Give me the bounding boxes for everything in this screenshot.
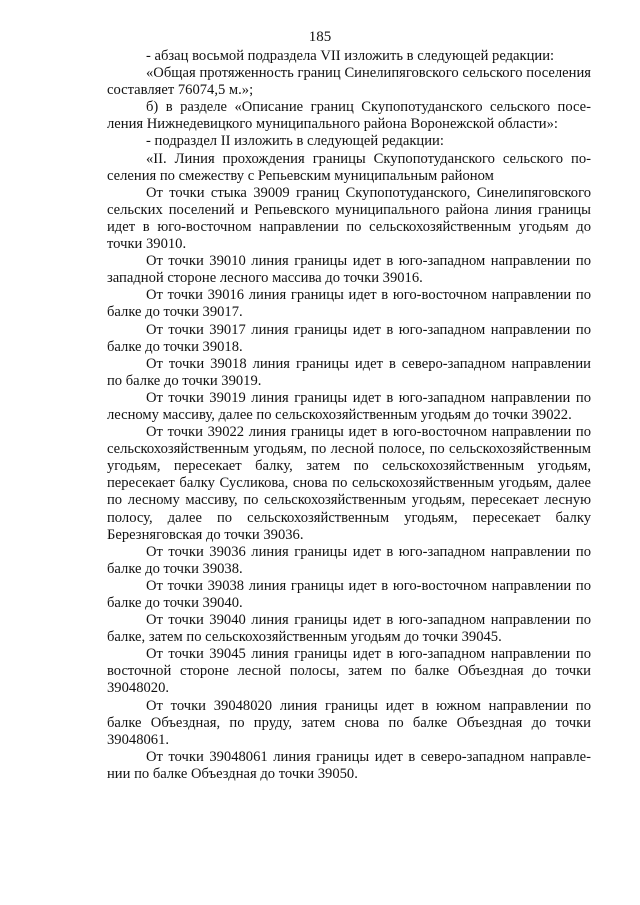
paragraph-total-length: «Общая протяженность границ Синелипяговского сельского поселения составляет 76074,5 м.»; — [107, 65, 591, 99]
paragraph-point-39016: От точки 39016 линия границы идет в юго-восточном направлении по балке до точки 39017. — [107, 287, 591, 321]
paragraph-point-39017: От точки 39017 линия границы идет в юго-западном направлении по балке до точки 39018. — [107, 321, 591, 355]
paragraph-subsection-ii-title: «II. Линия прохождения границы Скупопотуданского сельского поселения по смежеству с Репьевским муниципальным районом — [107, 150, 591, 184]
paragraph-point-39040: От точки 39040 линия границы идет в юго-западном направлении по балке, затем по сельскохозяйственным угодьям до точки 39045. — [107, 612, 591, 646]
paragraph-point-39010: От точки 39010 линия границы идет в юго-западном направлении по западной стороне лесного массива до точки 39016. — [107, 253, 591, 287]
paragraph-section-b: б) в разделе «Описание границ Скупопотуданского сельского поселения Нижнедевицкого муниципального района Воронежской области»: — [107, 99, 591, 133]
paragraph-point-39048020: От точки 39048020 линия границы идет в южном направлении по балке Объездная, по пруду, затем снова по балке Объездная до точки 39048061. — [107, 697, 591, 748]
paragraph-point-39009: От точки стыка 39009 границ Скупопотуданского, Синелипяговского сельских поселений и Репьевского муниципального района линия границы идет в юго-восточном направлении по сельскохозяйственным угодьям до точки 39010. — [107, 184, 591, 253]
paragraph-point-39045: От точки 39045 линия границы идет в юго-западном направлении по восточной стороне лесной полосы, затем по балке Объездная до точки 39048020. — [107, 646, 591, 697]
paragraph-point-39019: От точки 39019 линия границы идет в юго-западном направлении по лесному массиву, далее по сельскохозяйственным угодьям до точки 39022. — [107, 389, 591, 423]
paragraph-point-39018: От точки 39018 линия границы идет в северо-западном направлении по балке до точки 39019. — [107, 355, 591, 389]
document-body — [107, 48, 591, 783]
page-number: 185 — [308, 29, 332, 45]
paragraph-point-39022: От точки 39022 линия границы идет в юго-восточном направлении по сельскохозяйственным угодьям, по лесной полосе, по сельскохозяйственным угодьям, пересекает балку, затем по сельскохозяйственным угодьям, пересекает балку Сусликова, снова по сельскохозяйственным угодьям, далее по лесному массиву, по сельскохозяйственным угодьям, пересекает лесную полосу, далее по сельскохозяйственным угодьям, пересекает балку Березняговская до точки 39036. — [107, 424, 591, 543]
paragraph-point-39036: От точки 39036 линия границы идет в юго-западном направлении по балке до точки 39038. — [107, 543, 591, 577]
paragraph-point-39038: От точки 39038 линия границы идет в юго-восточном направлении по балке до точки 39040. — [107, 577, 591, 611]
paragraph-amend-subsection-ii: - подраздел II изложить в следующей редакции: — [146, 133, 444, 150]
paragraph-amend-subsection-vii: - абзац восьмой подраздела VII изложить в следующей редакции: — [146, 48, 555, 64]
paragraph-point-39048061: От точки 39048061 линия границы идет в северо-западном направлении по балке Объездная до точки 39050. — [107, 748, 591, 782]
